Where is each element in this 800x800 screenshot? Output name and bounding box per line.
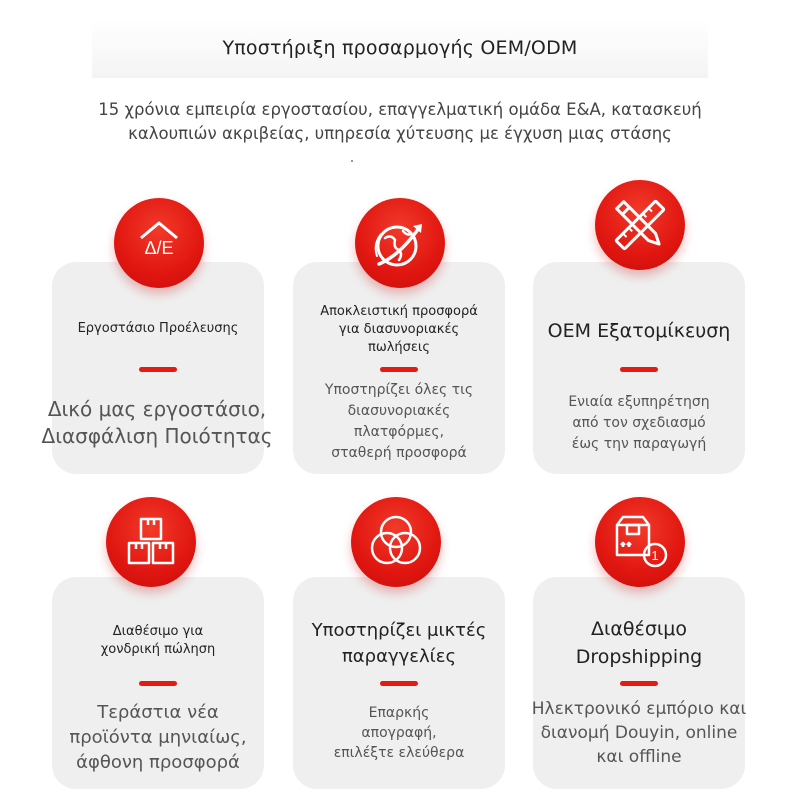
desc-line: σταθερή προσφορά bbox=[331, 445, 467, 461]
desc-line: Τεράστια νέα bbox=[97, 702, 219, 723]
label-line: Αποκλειστική προσφορά bbox=[320, 304, 478, 319]
icon-text: Δ/Ε bbox=[144, 238, 174, 258]
factory-roof-icon bbox=[114, 198, 204, 288]
feature-label bbox=[533, 318, 745, 344]
accent-dash bbox=[380, 367, 418, 372]
desc-line: και offline bbox=[596, 747, 682, 767]
label-line: για διασυνοριακές bbox=[338, 322, 460, 337]
decorative-dot bbox=[351, 160, 353, 162]
accent-dash bbox=[139, 367, 177, 372]
subtitle-line-2: καλουπιών ακριβείας, υπηρεσία χύτευσης με έγχυση μιας στάσης bbox=[128, 124, 672, 143]
label-line: Εργοστάσιο Προέλευσης bbox=[77, 321, 239, 336]
desc-line: διασυνοριακές bbox=[347, 403, 451, 419]
desc-line: πλατφόρμες, bbox=[353, 424, 445, 440]
feature-description bbox=[293, 703, 505, 763]
pencil-ruler-icon bbox=[595, 180, 685, 270]
desc-line: Επαρκής bbox=[368, 705, 430, 721]
desc-line: απογραφή, bbox=[361, 725, 437, 741]
page-title: Υποστήριξη προσαρμογής OEM/ODM bbox=[222, 37, 578, 59]
feature-description bbox=[293, 380, 505, 464]
desc-line: προϊόντα μηνιαίως, bbox=[69, 727, 247, 748]
desc-line: από τον σχεδιασμό bbox=[572, 415, 706, 431]
globe-arrow-icon bbox=[355, 198, 445, 288]
label-line: χονδρική πώληση bbox=[100, 642, 216, 657]
package-one-icon bbox=[595, 497, 685, 587]
desc-line: Διασφάλιση Ποιότητας bbox=[41, 424, 273, 448]
desc-line: Ηλεκτρονικό εμπόριο και bbox=[531, 699, 747, 719]
overlapping-circles-icon bbox=[351, 497, 441, 587]
accent-dash bbox=[380, 681, 418, 686]
feature-label bbox=[52, 623, 264, 659]
title-banner bbox=[92, 18, 708, 78]
subtitle bbox=[40, 98, 760, 146]
feature-description bbox=[32, 700, 284, 775]
label-line: Διαθέσιμο bbox=[590, 618, 688, 640]
desc-line: Υποστηρίζει όλες τις bbox=[324, 382, 474, 398]
badge-number: 1 bbox=[651, 548, 659, 563]
feature-label bbox=[293, 303, 505, 357]
desc-line: Δικό μας εργοστάσιο, bbox=[47, 397, 267, 421]
feature-description bbox=[12, 396, 302, 450]
feature-label bbox=[52, 320, 264, 338]
desc-line: άφθονη προσφορά bbox=[76, 752, 240, 773]
feature-description bbox=[508, 697, 770, 769]
label-line: Dropshipping bbox=[575, 646, 703, 668]
label-line: Υποστηρίζει μικτές bbox=[311, 620, 487, 641]
accent-dash bbox=[620, 681, 658, 686]
accent-dash bbox=[139, 681, 177, 686]
desc-line: επιλέξτε ελεύθερα bbox=[333, 745, 465, 761]
desc-line: Ενιαία εξυπηρέτηση bbox=[568, 394, 710, 410]
desc-line: έως την παραγωγή bbox=[571, 436, 707, 452]
label-line: OEM Εξατομίκευση bbox=[547, 320, 731, 342]
stacked-boxes-icon bbox=[106, 497, 196, 587]
subtitle-line-1: 15 χρόνια εμπειρία εργοστασίου, επαγγελματική ομάδα Ε&Α, κατασκευή bbox=[98, 100, 702, 119]
label-line: παραγγελίες bbox=[341, 646, 457, 667]
label-line: πωλήσεις bbox=[368, 340, 430, 355]
feature-label bbox=[283, 618, 515, 670]
label-line: Διαθέσιμο για bbox=[112, 624, 204, 639]
feature-description bbox=[533, 392, 745, 455]
desc-line: διανομή Douyin, online bbox=[540, 723, 738, 743]
accent-dash bbox=[620, 367, 658, 372]
feature-label bbox=[523, 615, 755, 671]
